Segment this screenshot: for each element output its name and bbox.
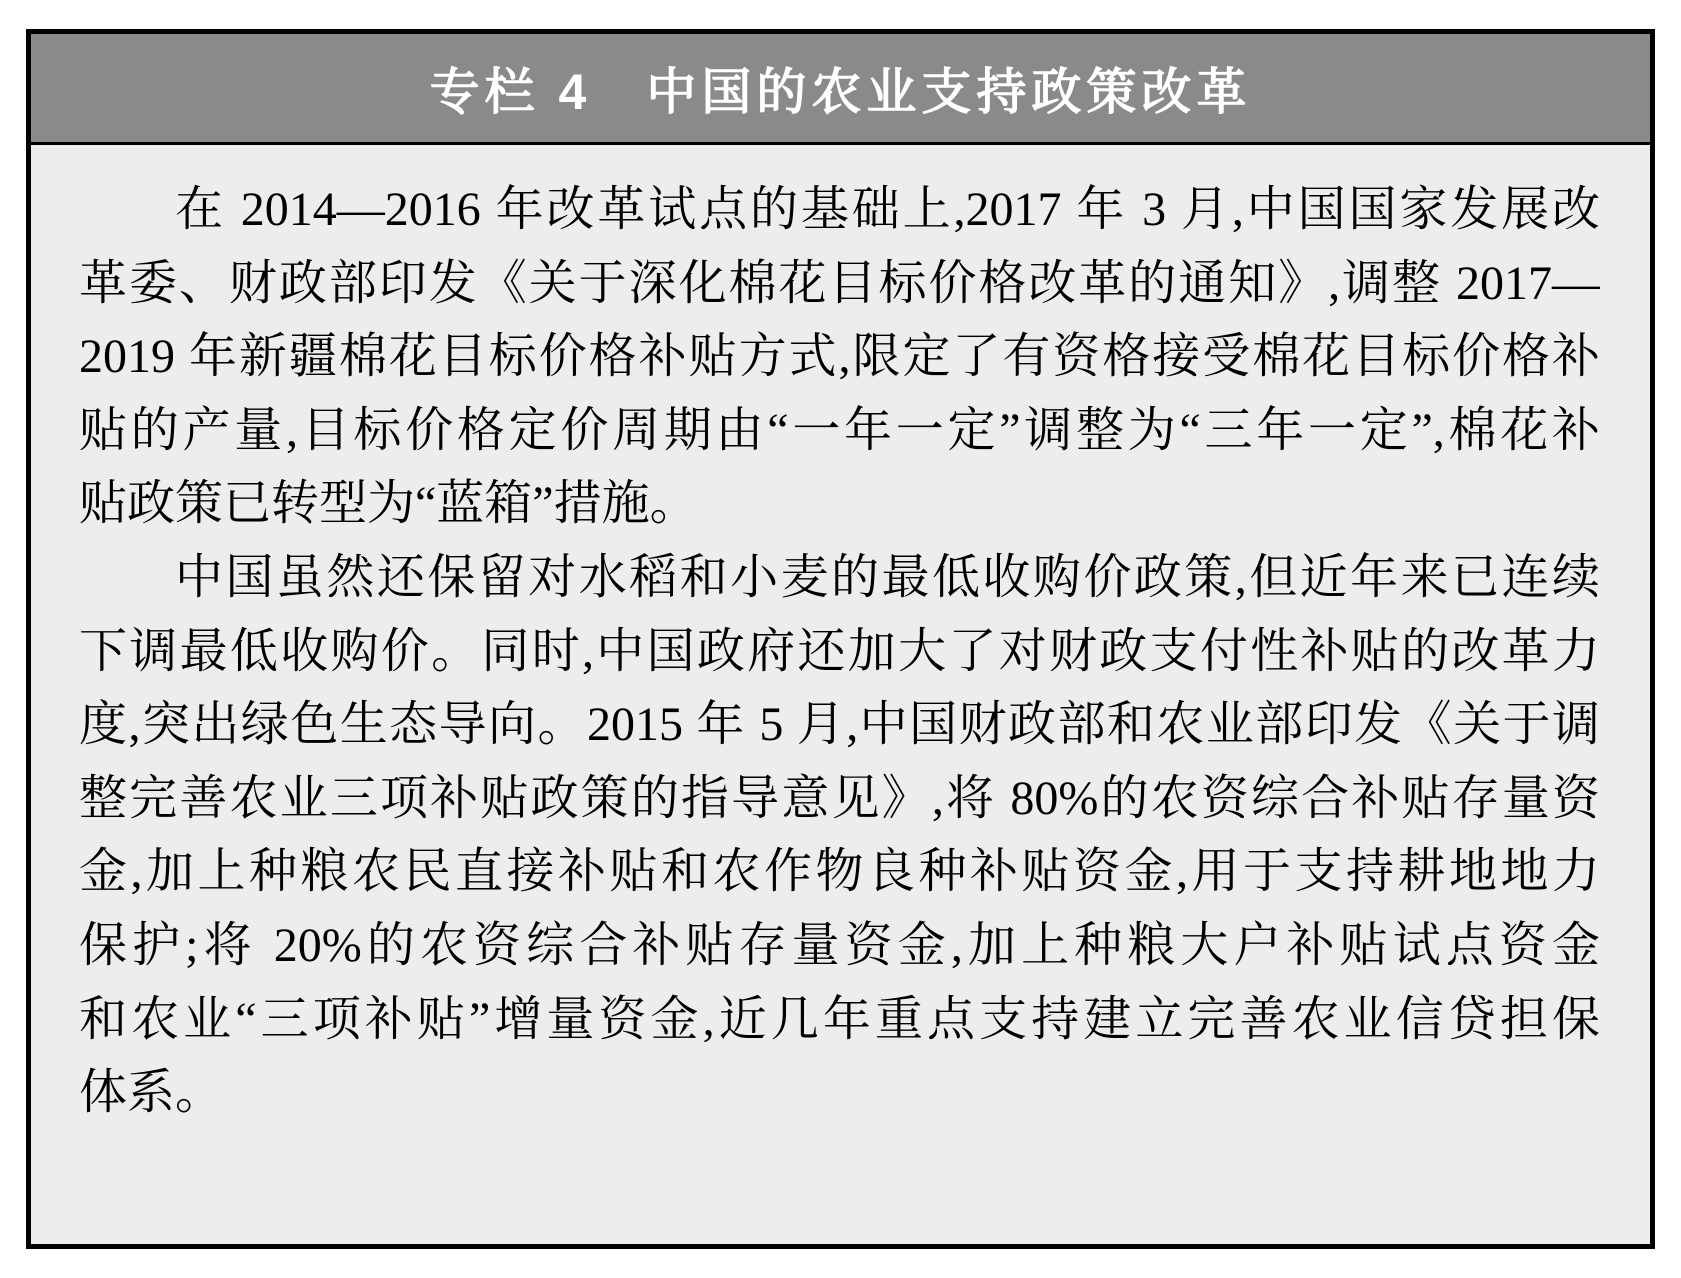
text-line: 下调最低收购价。同时,中国政府还加大了对财政支付性补贴的改革力: [79, 624, 1600, 678]
text-line: 贴政策已转型为“蓝箱”措施。: [79, 477, 698, 531]
text-line: 度,突出绿色生态导向。2015 年 5 月,中国财政部和农业部印发《关于调: [79, 698, 1600, 752]
box-header: [31, 34, 1650, 145]
box-title: 专栏 4 中国的农业支持政策改革: [429, 64, 1252, 120]
text-line: 和农业“三项补贴”增量资金,近几年重点支持建立完善农业信贷担保: [79, 992, 1600, 1046]
box-body: [31, 145, 1650, 1130]
text-line: 2019 年新疆棉花目标价格补贴方式,限定了有资格接受棉花目标价格补: [79, 330, 1600, 384]
text-line: 整完善农业三项补贴政策的指导意见》,将 80%的农资综合补贴存量资: [79, 771, 1600, 825]
text-line: 体系。: [79, 1066, 224, 1120]
text-line: 保护;将 20%的农资综合补贴存量资金,加上种粮大户补贴试点资金: [79, 918, 1600, 972]
text-line: 金,加上种粮农民直接补贴和农作物良种补贴资金,用于支持耕地地力: [79, 845, 1600, 899]
text-line: 在 2014—2016 年改革试点的基础上,2017 年 3 月,中国国家发展改: [175, 183, 1600, 236]
box4-panel: [26, 29, 1655, 1249]
text-line: 贴的产量,目标价格定价周期由“一年一定”调整为“三年一定”,棉花补: [79, 403, 1600, 457]
text-line: 中国虽然还保留对水稻和小麦的最低收购价政策,但近年来已连续: [175, 550, 1600, 604]
text-line: 革委、财政部印发《关于深化棉花目标价格改革的通知》,调整 2017—: [79, 256, 1600, 310]
